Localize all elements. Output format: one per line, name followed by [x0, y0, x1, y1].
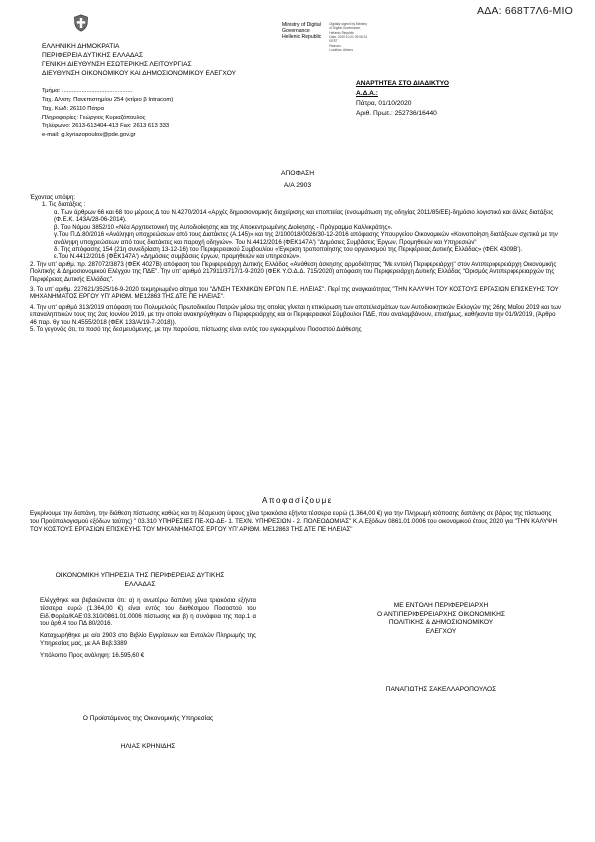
finance-head-name: ΗΛΙΑΣ ΚΡΗΝΙΔΗΣ — [120, 743, 176, 750]
signature-details — [329, 22, 367, 52]
consideration-item: β. Του Νόμου 3852/10 «Νέα Αρχιτεκτονική της Αυτοδιοίκησης και της Αποκεντρωμένης Διοίκησης - Πρόγραμμα Καλλικράτης». — [54, 223, 393, 231]
signature-line: Governance — [282, 28, 310, 35]
decision-number: Α/Α 2903 — [283, 181, 312, 189]
signature-detail: Reason: — [329, 43, 342, 48]
signature-line: Ministry of Digital — [282, 22, 321, 28]
order-line: Ο ΑΝΤΙΠΕΡΙΦΕΡΕΙΑΡΧΗΣ ΟΙΚΟΝΟΜΙΚΗΣ — [377, 610, 505, 618]
order-line: ΜΕ ΕΝΤΟΛΗ ΠΕΡΙΦΕΡΕΙΑΡΧΗ — [393, 602, 489, 609]
signature-detail: Date: 2020.10.01 09:08:31 — [329, 34, 368, 39]
consideration-item: 1. Τις διατάξεις : — [42, 201, 86, 209]
finance-head-title: Ο Προϊστάμενος της Οικονομικής Υπηρεσίας — [82, 715, 214, 722]
sender-line: Ταχ. Δ/νση: Πανεπιστημίου 254 (κτίριο β Intracom) — [42, 96, 174, 103]
decision-heading — [0, 168, 595, 191]
decide-heading: Αποφασίζουμε — [262, 496, 333, 505]
order-line: ΠΟΛΙΤΙΚΗΣ & ΔΗΜΟΣΙΟΝΟΜΙΚΟΥ — [388, 619, 494, 627]
consideration-item: γ.Του Π.Δ.80/2016 «Ανάληψη υποχρεώσεων από τους Διατάκτες (Α.145)» και της 2/100018/0026/30-12-2016 απόφασης Υπουργείου Οικονομικών «Κοινοποίηση διατάξεων σχετικά με την ανάληψη υποχρεώσεων από τους διατάκτες και παροχή οδηγιών». Του Ν.4412/2016 (ΦΕΚ147Α') "Δημόσιες Συμβάσεις Έργων, Προμηθειών και Υπηρεσιών" — [54, 231, 558, 246]
verification-text: Ελέγχθηκε και βεβαιώνεται ότι: α) η ανωτέρω δαπάνη χίλια τριακόσια εξήντα τέσσερα ευρώ (1.364,00 €) είναι εντός του διαθέσιμου Ποσοστού του Ειδ.Φορέα/ΚΑΕ:03.310/0861.01.0006 πίστωσης και β) η συνάφεια της παρ.1 α του άρθ.4 του ΠΔ 80/2016. — [40, 597, 256, 628]
consideration-item: 2. Την υπ' αριθμ. πρ. 287072/3873 (ΦΕΚ 4027Β) απόφαση του Περιφερειάρχη Δυτικής Ελλάδας «Ανάθεση άσκησης αρμοδιότητας "Με εντολή Περιφερειάρχη" στον Αντιπεριφερειάρχη Οικονομικής Πολιτικής & Δημοσιονομικού Ελέγχου της ΠΔΕ". Την υπ' αριθμό 217911/3717/1-9-2020 (ΦΕΚ Υ.Ο.Δ.Δ. 715/2020) απόφαση του Περιφερειάρχη Δυτικής Ελλάδας "Ορισμός Αντιπεριφερειαρχών της Περιφέρειας Δυτικής Ελλάδας". — [30, 260, 557, 283]
consideration-item: δ. Της απόφασης 154 (21η συνεδρίαση 13-12-16) του Περιφερειακού Συμβουλίου «Έγκριση τροποποίησης του οργανισμού της Περιφέρειας Δυτικής Ελλάδας» (ΦΕΚ 4309Β'). — [54, 245, 523, 253]
authority-line: ΔΙΕΥΘΥΝΣΗ ΟΙΚΟΝΟΜΙΚΟΥ ΚΑΙ ΔΗΜΟΣΙΟΝΟΜΙΚΟΥ ΕΛΕΓΧΟΥ — [42, 70, 237, 78]
decision-title: ΑΠΟΦΑΣΗ — [280, 170, 315, 177]
protocol-number: Αριθ. Πρωτ.: 252736/16440 — [356, 109, 437, 117]
sender-line: Τμήμα: ........................................... — [42, 88, 133, 94]
finance-service-title: ΟΙΚΟΝΟΜΙΚΗ ΥΠΗΡΕΣΙΑ ΤΗΣ ΠΕΡΙΦΕΡΕΙΑΣ ΔΥΤΙΚΗΣ ΕΛΛΑΔΑΣ — [55, 572, 225, 588]
sender-line: Ταχ. Κώδ: 26110 Πάτρα — [42, 105, 105, 112]
authority-line: ΠΕΡΙΦΕΡΕΙΑ ΔΥΤΙΚΗΣ ΕΛΛΑΔΑΣ — [42, 52, 143, 60]
consideration-item: 4. Την υπ' αριθμό 313/2019 απόφαση του Πολυμελούς Πρωτοδικείου Πατρών μέσω της οποίας γίνεται η επικύρωση των αποτελεσμάτων των Αυτοδιοικητικών Εκλογών της 26ης Μαΐου 2019 και των επαναληπτικών τους της 2ας Ιουνίου 2019, με την οποία ανακηρύχθηκαν ο Περιφερειάρχης και οι Περιφερειακοί Σύμβουλοι ΠΔΕ, που αναλαμβάνουν, επισήμως, καθήκοντα την 01/9/2019, (Άρθρο 46 παρ. 6γ του Ν.4555/2018 (ΦΕΚ 133/Α/19-7-2018)). — [30, 303, 561, 326]
posting-block — [356, 79, 449, 119]
signature-detail: Digitally signed by Ministry — [329, 22, 367, 26]
signature-detail: Location: Athens — [329, 47, 353, 52]
authority-line: ΕΛΛΗΝΙΚΗ ΔΗΜΟΚΡΑΤΙΑ — [42, 43, 120, 50]
consideration-item: 5. Το γεγονός ότι, το ποσό της δεσμευόμενης, με την παρούσα, πίστωσης είναι εντός του εγκεκριμένου Ποσοστού Διάθεσης — [30, 326, 362, 334]
consideration-item: Έχοντας υπόψη: — [30, 194, 76, 201]
sender-email: e-mail: g.kyriazopoulos@pde.gov.gr — [42, 132, 136, 139]
sender-line: Τηλέφωνο: 2613-613404-413 Fax: 2613 613 333 — [42, 123, 170, 130]
signature-ministry — [282, 22, 321, 52]
digital-signature-stamp — [282, 22, 367, 52]
posting-heading: ΑΝΑΡΤΗΤΕΑ ΣΤΟ ΔΙΑΔΙΚΤΥΟ — [356, 80, 450, 87]
issuing-authority — [42, 42, 236, 78]
authority-line: ΓΕΝΙΚΗ ΔΙΕΥΘΥΝΣΗ ΕΣΩΤΕΡΙΚΗΣ ΛΕΙΤΟΥΡΓΙΑΣ — [42, 61, 192, 69]
document-date: Πάτρα, 01/10/2020 — [356, 99, 412, 107]
sender-line: Πληροφορίες: Γεώργιος Κυριαζόπουλος — [42, 114, 146, 121]
remaining-balance: Υπόλοιπο Προς ανάληψη: 16.595,60 € — [40, 651, 145, 659]
signature-detail: of Digital Governance, — [329, 26, 361, 31]
consideration-item: 3. Το υπ' αριθμ. 227621/3525/16-9-2020 τεκμηριωμένο αίτημα του "Δ/ΝΣΗ ΤΕΧΝΙΚΩΝ ΕΡΓΩΝ Π.Ε. ΗΛΕΙΑΣ". Περί της αναγκαιότητας "ΤΗΝ ΚΑΛΥΨΗ ΤΟΥ ΚΟΣΤΟΥΣ ΕΡΓΑΣΙΩΝ ΕΠΙΣΚΕΥΗΣ ΤΟΥ ΜΗΧΑΝΗΜΑΤΟΣ ΕΡΓΟΥ ΥΠ' ΑΡΙΘΜ. ΜΕ12863 ΤΗΣ ΔΤΕ ΠΕ ΗΛΕΙΑΣ". — [30, 286, 559, 301]
order-line: ΕΛΕΓΧΟΥ — [425, 628, 457, 636]
sender-details — [42, 87, 173, 140]
ada-header: ΑΔΑ: 668Τ7Λ6-ΜΙΟ — [476, 5, 573, 17]
decision-text: Εγκρίνουμε την δαπάνη, την διάθεση πίστωσης καθώς και τη δέσμευση ύψους χίλια τριακόσια εξήντα τέσσερα ευρώ (1.364,00 €) για την Πληρωμή ισόποσης δαπάνης σε βάρος της πίστωσης του Προϋπολογισμού εξόδων ταύτης) " 03.310 ΥΠΗΡΕΣΙΕΣ ΠΕ-ΧΩ-ΔΕ- 1. ΤΕΧΝ. ΥΠΗΡΕΣΙΩΝ - 2. ΠΟΛΕΟΔΟΜΙΑΣ" Κ.Α.Εξόδων 0861.01.0006 του οικονομικού έτους 2020 για "ΤΗΝ ΚΑΛΥΨΗ ΤΟΥ ΚΟΣΤΟΥΣ ΕΡΓΑΣΙΩΝ ΕΠΙΣΚΕΥΗΣ ΤΟΥ ΜΗΧΑΝΗΜΑΤΟΣ ΕΡΓΟΥ ΥΠ' ΑΡΙΘΜ. ΜΕ12863 ΤΗΣ ΔΤΕ ΠΕ ΗΛΕΙΑΣ" — [30, 510, 557, 533]
signer-name: ΠΑΝΑΓΙΩΤΗΣ ΣΑΚΕΛΛΑΡΟΠΟΥΛΟΣ — [385, 686, 497, 693]
consideration-item: ε.Του Ν.4412/2016 (ΦΕΚ147Α') «Δημόσιες συμβάσεις έργων, προμηθειών και υπηρεσιών». — [54, 253, 301, 261]
greek-coat-of-arms-icon — [73, 14, 89, 32]
order-block — [330, 602, 552, 637]
ada-label: Α.Δ.Α.: — [356, 89, 378, 97]
signature-detail: EEST — [329, 39, 338, 44]
consideration-item: α. Των άρθρων 66 και 68 του μέρους Δ του Ν.4270/2014 «Αρχές δημοσιονομικής διαχείρισης και εποπτείας (ενσωμάτωση της οδηγίας 2011/85/ΕΕ)-δημόσιο λογιστικό και άλλες διατάξεις (Φ.Ε.Κ. 143Α/28-06-2014). — [54, 208, 554, 224]
considerations-list — [30, 194, 562, 334]
finance-verification — [40, 597, 256, 664]
signature-detail: Hellenic Republic — [329, 30, 354, 35]
registration-text: Καταχωρήθηκε με α/α 2903 στο Βιβλίο Εγκρίσεων και Εντολών Πληρωμής της Υπηρεσίας μας, με ΑΑ Βεβ:3389 — [40, 632, 256, 647]
signature-line: Hellenic Republic — [282, 34, 322, 41]
